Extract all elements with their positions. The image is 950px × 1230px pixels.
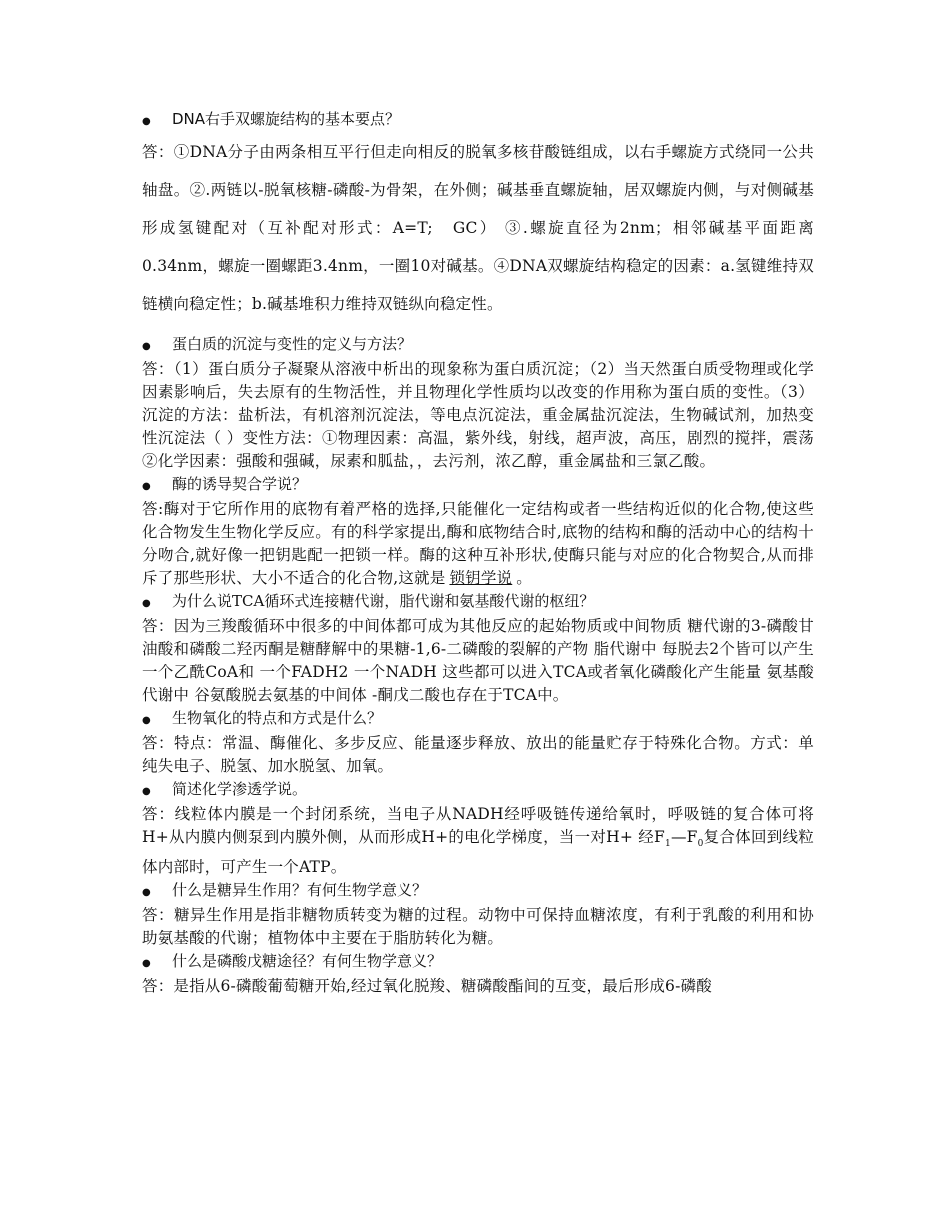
bullet-icon: ● — [142, 786, 151, 797]
question-text: DNA右手双螺旋结构的基本要点？ — [172, 110, 401, 128]
section-chemiosmotic — [142, 778, 814, 879]
answer-text — [142, 803, 814, 879]
section-biological-oxidation — [142, 707, 814, 778]
answer-text-mid: —F — [670, 828, 698, 846]
section-induced-fit — [142, 473, 814, 590]
question-heading — [142, 778, 814, 803]
answer-text-before: 答：线粒体内膜是一个封闭系统，当电子从NADH经呼吸链传递给氧时，呼吸链的复合体可将H+从内膜内侧泵到内膜外侧，从而形成H+的电化学梯度，当一对H+ 经F — [142, 805, 814, 846]
answer-text: 答：是指从6-磷酸葡萄糖开始,经过氧化脱羧、糖磷酸酯间的互变，最后形成6-磷酸 — [142, 977, 712, 996]
answer-text-after: 。 — [516, 569, 532, 587]
bullet-icon: ● — [142, 715, 151, 726]
question-heading — [142, 879, 814, 904]
subscript: 1 — [665, 839, 671, 850]
question-heading — [142, 590, 814, 615]
question-heading — [142, 950, 814, 975]
answer-text: 答：糖异生作用是指非糖物质转变为糖的过程。动物中可保持血糖浓度，有利于乳酸的利用和协助氨基酸的代谢；植物体中主要在于脂肪转化为糖。 — [142, 906, 814, 948]
answer-text: 答：①DNA分子由两条相互平行但走向相反的脱氧多核苷酸链组成，以右手螺旋方式绕同一公共轴盘。②.两链以-脱氧核糖-磷酸-为骨架，在外侧；碱基垂直螺旋轴，居双螺旋内侧，与对侧碱基形成氢键配对（互补配对形式：A=T; GC） ③.螺旋直径为2nm；相邻碱基平面距离0.34nm，螺旋一圈螺距3.4nm，一圈10对碱基。④DNA双螺旋结构稳定的因素：a.氢键维持双链横向稳定性；b.碱基堆积力维持双链纵向稳定性。 — [142, 143, 814, 313]
answer-text: 答：特点：常温、酶催化、多步反应、能量逐步释放、放出的能量贮存于特殊化合物。方式：单纯失电子、脱氢、加水脱氢、加氧。 — [142, 734, 814, 775]
question-text: 什么是磷酸戊糖途径？有何生物学意义？ — [172, 952, 443, 971]
question-text: 蛋白质的沉淀与变性的定义与方法？ — [172, 335, 413, 353]
answer-text: 答：（1）蛋白质分子凝聚从溶液中析出的现象称为蛋白质沉淀；（2）当天然蛋白质受物理或化学因素影响后，失去原有的生物活性，并且物理化学性质均以改变的作用称为蛋白质的变性。（3）沉淀的方法：盐析法，有机溶剂沉淀法，等电点沉淀法，重金属盐沉淀法，生物碱试剂，加热变性沉淀法（ ）变性方法：①物理因素：高温，紫外线，射线，超声波，高压，剧烈的搅拌，震荡②化学因素：强酸和强碱，尿素和胍盐，，去污剂，浓乙醇，重金属盐和三氯乙酸。 — [142, 360, 814, 470]
question-text: 生物氧化的特点和方式是什么？ — [172, 709, 383, 727]
answer-text — [142, 498, 814, 590]
subscript: 0 — [697, 839, 704, 850]
question-text: 什么是糖异生作用？有何生物学意义？ — [172, 881, 428, 900]
document-page — [142, 108, 814, 998]
question-heading — [142, 473, 814, 498]
question-text: 为什么说TCA循环式连接糖代谢，脂代谢和氨基酸代谢的枢纽？ — [172, 592, 595, 610]
question-heading — [142, 108, 814, 133]
section-protein-denaturation — [142, 333, 814, 473]
question-heading — [142, 333, 814, 358]
bullet-icon: ● — [142, 598, 151, 609]
bullet-icon: ● — [142, 481, 151, 492]
question-text: 简述化学渗透学说。 — [172, 780, 308, 798]
bullet-icon: ● — [142, 116, 151, 127]
section-pentose-phosphate — [142, 950, 814, 998]
answer-text-before: 答:酶对于它所作用的底物有着严格的选择,只能催化一定结构或者一些结构近似的化合物,使这些化合物发生生物化学反应。有的科学家提出,酶和底物结合时,底物的结构和酶的活动中心的结构十分吻合,就好像一把钥匙配一把锁一样。酶的这种互补形状,使酶只能与对应的化合物契合,从而排斥了那些形状、大小不适合的化合物,这就是 — [142, 500, 814, 587]
answer-text-after: 复合体回到线粒体内部时，可产生一个ATP。 — [142, 828, 814, 877]
question-text: 酶的诱导契合学说？ — [172, 475, 308, 493]
bullet-icon: ● — [142, 341, 151, 352]
bullet-icon: ● — [142, 887, 151, 899]
section-dna-helix — [142, 108, 814, 323]
answer-underlined-term: 锁钥学说 — [449, 569, 513, 587]
section-tca-hub — [142, 590, 814, 707]
bullet-icon: ● — [142, 958, 151, 970]
section-gluconeogenesis — [142, 879, 814, 950]
question-heading — [142, 707, 814, 732]
answer-text: 答：因为三羧酸循环中很多的中间体都可成为其他反应的起始物质或中间物质 糖代谢的3-磷酸甘油酸和磷酸二羟丙酮是糖酵解中的果糖-1,6-二磷酸的裂解的产物 脂代谢中 每脱去2个皆可以产生一个乙酰CoA和 一个FADH2 一个NADH 这些都可以进入TCA或者氧化磷酸化产生能量 氨基酸代谢中 谷氨酸脱去氨基的中间体 -酮戊二酸也存在于TCA中。 — [142, 617, 814, 704]
